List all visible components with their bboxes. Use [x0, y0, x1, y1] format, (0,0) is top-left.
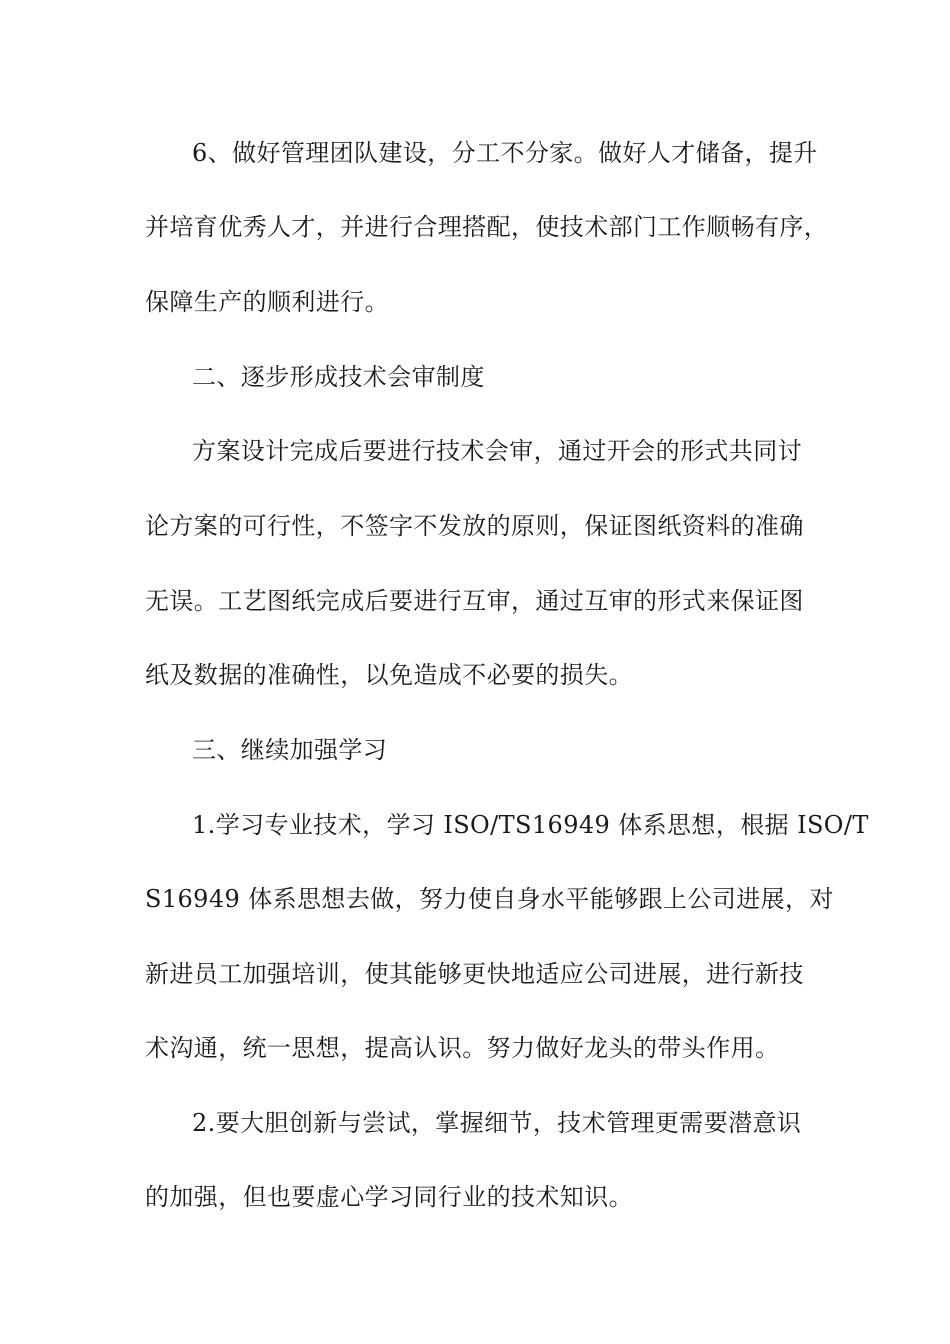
text-line: S16949 体系思想去做，努力使自身水平能够跟上公司进展，对 — [145, 885, 834, 913]
text-line: 纸及数据的准确性，以免造成不必要的损失。 — [145, 661, 633, 689]
text-line: 的加强，但也要虚心学习同行业的技术知识。 — [145, 1183, 633, 1211]
text-line: 方案设计完成后要进行技术会审，通过开会的形式共同讨 — [192, 437, 802, 465]
text-line: 论方案的可行性，不签字不发放的原则，保证图纸资料的准确 — [145, 512, 804, 540]
text-line: 无误。工艺图纸完成后要进行互审，通过互审的形式来保证图 — [145, 587, 804, 615]
text-line: 并培育优秀人才，并进行合理搭配，使技术部门工作顺畅有序， — [145, 213, 829, 241]
text-line: 术沟通，统一思想，提高认识。努力做好龙头的带头作用。 — [145, 1034, 780, 1062]
section-heading: 二、逐步形成技术会审制度 — [192, 363, 485, 391]
text-line: 新进员工加强培训，使其能够更快地适应公司进展，进行新技 — [145, 960, 804, 988]
text-line: 保障生产的顺利进行。 — [145, 288, 389, 316]
text-line: 2.要大胆创新与尝试，掌握细节，技术管理更需要潜意识 — [192, 1109, 802, 1137]
text-line: 6、做好管理团队建设，分工不分家。做好人才储备，提升 — [192, 139, 818, 167]
section-heading: 三、继续加强学习 — [192, 736, 388, 764]
text-line: 1.学习专业技术，学习 ISO/TS16949 体系思想，根据 ISO/T — [192, 811, 869, 839]
